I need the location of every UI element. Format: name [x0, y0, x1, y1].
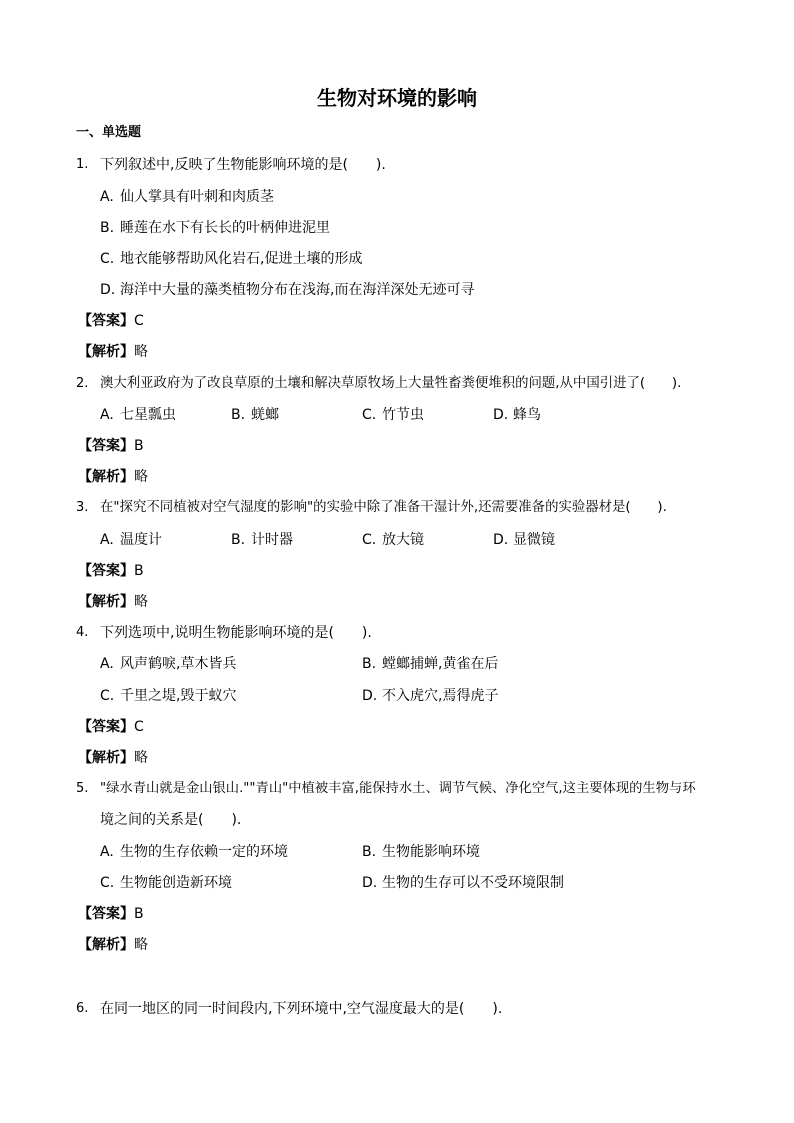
option-letter: D. — [100, 282, 116, 298]
question-number: 3. — [76, 500, 89, 515]
option-letter: C. — [362, 407, 377, 423]
analysis-value: 略 — [134, 344, 148, 360]
option-text: 显微镜 — [513, 532, 555, 548]
answer-tag: 【答案】 — [78, 719, 134, 735]
question-number: 5. — [76, 781, 89, 796]
option-a — [100, 843, 288, 861]
option-text: 仙人掌具有叶刺和肉质茎 — [120, 189, 274, 205]
option-text: 放大镜 — [382, 532, 424, 548]
option-d — [493, 531, 555, 549]
option-c — [362, 406, 424, 424]
option-letter: A. — [100, 407, 114, 423]
option-text: 竹节虫 — [382, 407, 424, 423]
option-b — [362, 655, 498, 673]
answer-tag: 【答案】 — [78, 906, 134, 922]
analysis-value: 略 — [134, 594, 148, 610]
analysis-line — [78, 936, 148, 954]
option-letter: D. — [362, 875, 378, 891]
option-letter: A. — [100, 844, 114, 860]
option-text: 蜂鸟 — [513, 407, 541, 423]
option-d — [493, 406, 541, 424]
option-text: 生物的生存可以不受环境限制 — [382, 875, 564, 891]
option-text: 温度计 — [120, 532, 162, 548]
option-b — [100, 219, 330, 237]
option-c — [100, 874, 232, 892]
analysis-tag: 【解析】 — [78, 469, 134, 485]
analysis-value: 略 — [134, 750, 148, 766]
analysis-line — [78, 593, 148, 611]
option-letter: B. — [362, 656, 377, 672]
answer-value: C — [134, 719, 144, 735]
option-c — [100, 687, 236, 705]
answer-value: B — [134, 563, 144, 579]
option-b — [231, 406, 279, 424]
question-stem-line1: "绿水青山就是金山银山.""青山"中植被丰富,能保持水土、调节气候、净化空气,这主要体现的生物与环 — [100, 781, 696, 796]
option-letter: A. — [100, 656, 114, 672]
analysis-line — [78, 468, 148, 486]
option-letter: C. — [100, 688, 115, 704]
question-number: 4. — [76, 625, 89, 640]
question-stem-line2: 境之间的关系是( ). — [100, 812, 242, 828]
option-letter: B. — [231, 532, 246, 548]
answer-line — [78, 437, 144, 455]
option-a — [100, 655, 236, 673]
analysis-line — [78, 749, 148, 767]
question-stem: 在同一地区的同一时间段内,下列环境中,空气湿度最大的是( ). — [100, 1001, 503, 1017]
question-number: 2. — [76, 376, 89, 391]
question-stem: 下列选项中,说明生物能影响环境的是( ). — [100, 625, 372, 641]
option-d — [100, 281, 474, 299]
option-text: 生物能影响环境 — [382, 844, 480, 860]
option-a — [100, 188, 274, 206]
option-b — [231, 531, 293, 549]
answer-tag: 【答案】 — [78, 438, 134, 454]
option-letter: B. — [231, 407, 246, 423]
option-text: 生物的生存依赖一定的环境 — [120, 844, 288, 860]
answer-value: B — [134, 438, 144, 454]
question-stem: 澳大利亚政府为了改良草原的土壤和解决草原牧场上大量牲畜粪便堆积的问题,从中国引进了( ). — [100, 376, 682, 391]
question-stem: 在"探究不同植被对空气湿度的影响"的实验中除了准备干湿计外,还需要准备的实验器材是( ). — [100, 500, 667, 515]
question-number: 6. — [76, 1001, 89, 1016]
option-text: 海洋中大量的藻类植物分布在浅海,而在海洋深处无迹可寻 — [120, 282, 475, 298]
analysis-value: 略 — [134, 469, 148, 485]
section-heading: 一、单选题 — [76, 125, 142, 140]
option-c — [362, 531, 424, 549]
option-letter: C. — [100, 251, 115, 267]
page-title: 生物对环境的影响 — [317, 86, 477, 110]
option-a — [100, 531, 162, 549]
analysis-value: 略 — [134, 937, 148, 953]
question-stem: 下列叙述中,反映了生物能影响环境的是( ). — [100, 157, 386, 173]
option-text: 计时器 — [251, 532, 293, 548]
question-number: 1. — [76, 157, 89, 172]
analysis-tag: 【解析】 — [78, 750, 134, 766]
answer-line — [78, 562, 144, 580]
option-letter: A. — [100, 189, 114, 205]
option-letter: B. — [100, 220, 115, 236]
option-text: 地衣能够帮助风化岩石,促进土壤的形成 — [120, 251, 363, 267]
option-letter: A. — [100, 532, 114, 548]
option-text: 睡莲在水下有长长的叶柄伸进泥里 — [120, 220, 330, 236]
answer-line — [78, 905, 144, 923]
option-d — [362, 874, 564, 892]
analysis-line — [78, 343, 148, 361]
option-text: 千里之堤,毁于蚁穴 — [120, 688, 237, 704]
option-letter: D. — [493, 407, 509, 423]
analysis-tag: 【解析】 — [78, 594, 134, 610]
option-a — [100, 406, 176, 424]
option-text: 不入虎穴,焉得虎子 — [382, 688, 499, 704]
option-b — [362, 843, 480, 861]
answer-line — [78, 718, 144, 736]
answer-value: C — [134, 313, 144, 329]
option-text: 风声鹤唳,草木皆兵 — [120, 656, 237, 672]
option-text: 蜣螂 — [251, 407, 279, 423]
answer-line — [78, 312, 144, 330]
option-text: 生物能创造新环境 — [120, 875, 232, 891]
option-letter: D. — [362, 688, 378, 704]
option-text: 七星瓢虫 — [120, 407, 176, 423]
option-text: 螳螂捕蝉,黄雀在后 — [382, 656, 499, 672]
option-d — [362, 687, 498, 705]
answer-tag: 【答案】 — [78, 563, 134, 579]
answer-tag: 【答案】 — [78, 313, 134, 329]
option-letter: B. — [362, 844, 377, 860]
answer-value: B — [134, 906, 144, 922]
option-letter: C. — [100, 875, 115, 891]
option-letter: D. — [493, 532, 509, 548]
option-c — [100, 250, 362, 268]
analysis-tag: 【解析】 — [78, 344, 134, 360]
analysis-tag: 【解析】 — [78, 937, 134, 953]
option-letter: C. — [362, 532, 377, 548]
